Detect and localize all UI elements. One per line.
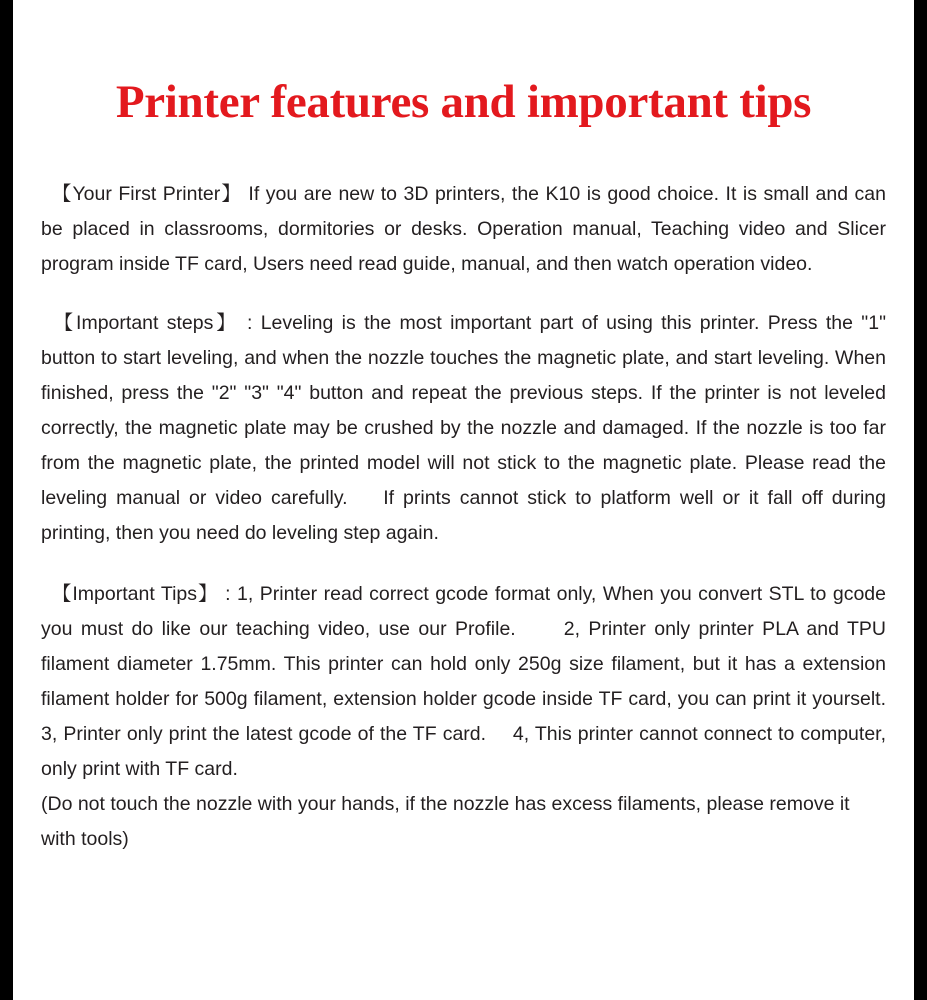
paragraph-important-steps: 【Important steps】 : Leveling is the most important part of using this printer. Press the "1" button to start leveling, and when the nozzle touches the magnetic plate, and start leveling. When finished, press the "2" "3" "4" button and repeat the previous steps. If the printer is not leveled correctly, the magnetic plate may be crushed by the nozzle and damaged. If the nozzle is too far from the magnetic plate, the printed model will not stick to the magnetic plate. Please read the leveling manual or video carefully. If prints cannot stick to platform well or it fall off during printing, then you need do leveling step again. (41, 312, 892, 545)
page-title: Printer features and important tips (115, 76, 812, 128)
document-content (13, 0, 914, 857)
paragraph-your-first-printer: 【Your First Printer】 If you are new to 3D printers, the K10 is good choice. It is small and can be placed in classrooms, dormitories or desks. Operation manual, Teaching video and Slicer program inside TF card, Users need read guide, manual, and then watch operation video. (41, 183, 892, 276)
paragraph-nozzle-warning: (Do not touch the nozzle with your hands, if the nozzle has excess filaments, please remove it with tools) (41, 793, 856, 851)
paragraph-important-tips: 【Important Tips】 : 1, Printer read correct gcode format only, When you convert STL to gcode you must do like our teaching video, use our Profile. 2, Printer only printer PLA and TPU filament diameter 1.75mm. This printer can hold only 250g size filament, but it has a extension filament holder for 500g filament, extension holder gcode inside TF card, you can print it yourselt. 3, Printer only print the latest gcode of the TF card. 4, This printer cannot connect to computer, only print with TF card. (41, 583, 892, 781)
document-page (13, 0, 914, 1000)
